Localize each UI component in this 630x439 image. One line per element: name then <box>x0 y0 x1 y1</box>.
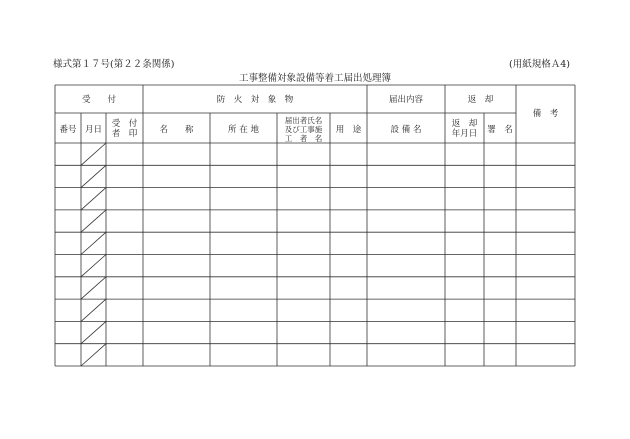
col-tsukihi: 月日 <box>84 125 102 135</box>
form-number: 様式第１７号(第２２条関係) <box>53 59 175 70</box>
col-setsubi-mei: 設 備 名 <box>390 125 422 135</box>
col-henkyaku-line1: 返 却 <box>451 119 478 129</box>
page-title: 工事整備対象設備等着工届出処理簿 <box>238 73 391 84</box>
col-uketsuke-in-line1: 受 付 <box>111 119 138 129</box>
col-todokede-line2: 及び工事施 <box>284 125 323 134</box>
col-shomei: 署 名 <box>487 125 513 135</box>
col-uketsuke-in-line2: 者 印 <box>111 129 138 139</box>
date-cell-slash <box>81 321 106 343</box>
date-cell-slash <box>81 143 106 165</box>
date-cell-slash <box>81 344 106 366</box>
col-bangou: 番号 <box>59 125 77 135</box>
group-henkyaku: 返 却 <box>467 95 494 105</box>
group-bikou: 備 考 <box>532 109 559 119</box>
date-cell-slash <box>81 299 106 321</box>
group-uketsuke: 受 付 <box>81 95 116 105</box>
group-bouka-taishoubutsu: 防 火 対 象 物 <box>216 95 294 105</box>
col-youto: 用 途 <box>335 125 362 135</box>
date-cell-slash <box>81 188 106 210</box>
col-todokede-line3: 工 者 名 <box>284 134 323 143</box>
paper-size-note: (用紙規格Ａ4) <box>509 59 570 70</box>
date-cell-slash <box>81 232 106 254</box>
date-cell-slash <box>81 277 106 299</box>
col-shozaichi: 所 在 地 <box>228 125 259 135</box>
date-cell-slash <box>81 210 106 232</box>
col-todokede-line1: 届出者氏名 <box>284 116 323 125</box>
group-todoke-naiyou: 届出内容 <box>388 95 423 105</box>
date-cell-slash <box>81 255 106 277</box>
col-henkyaku-nengappi <box>445 119 484 139</box>
col-meishou: 名 称 <box>159 125 194 135</box>
date-cell-slash <box>81 165 106 187</box>
col-todokede-sha <box>277 116 330 143</box>
col-uketsuke-in <box>106 119 143 139</box>
col-henkyaku-line2: 年月日 <box>451 129 478 139</box>
